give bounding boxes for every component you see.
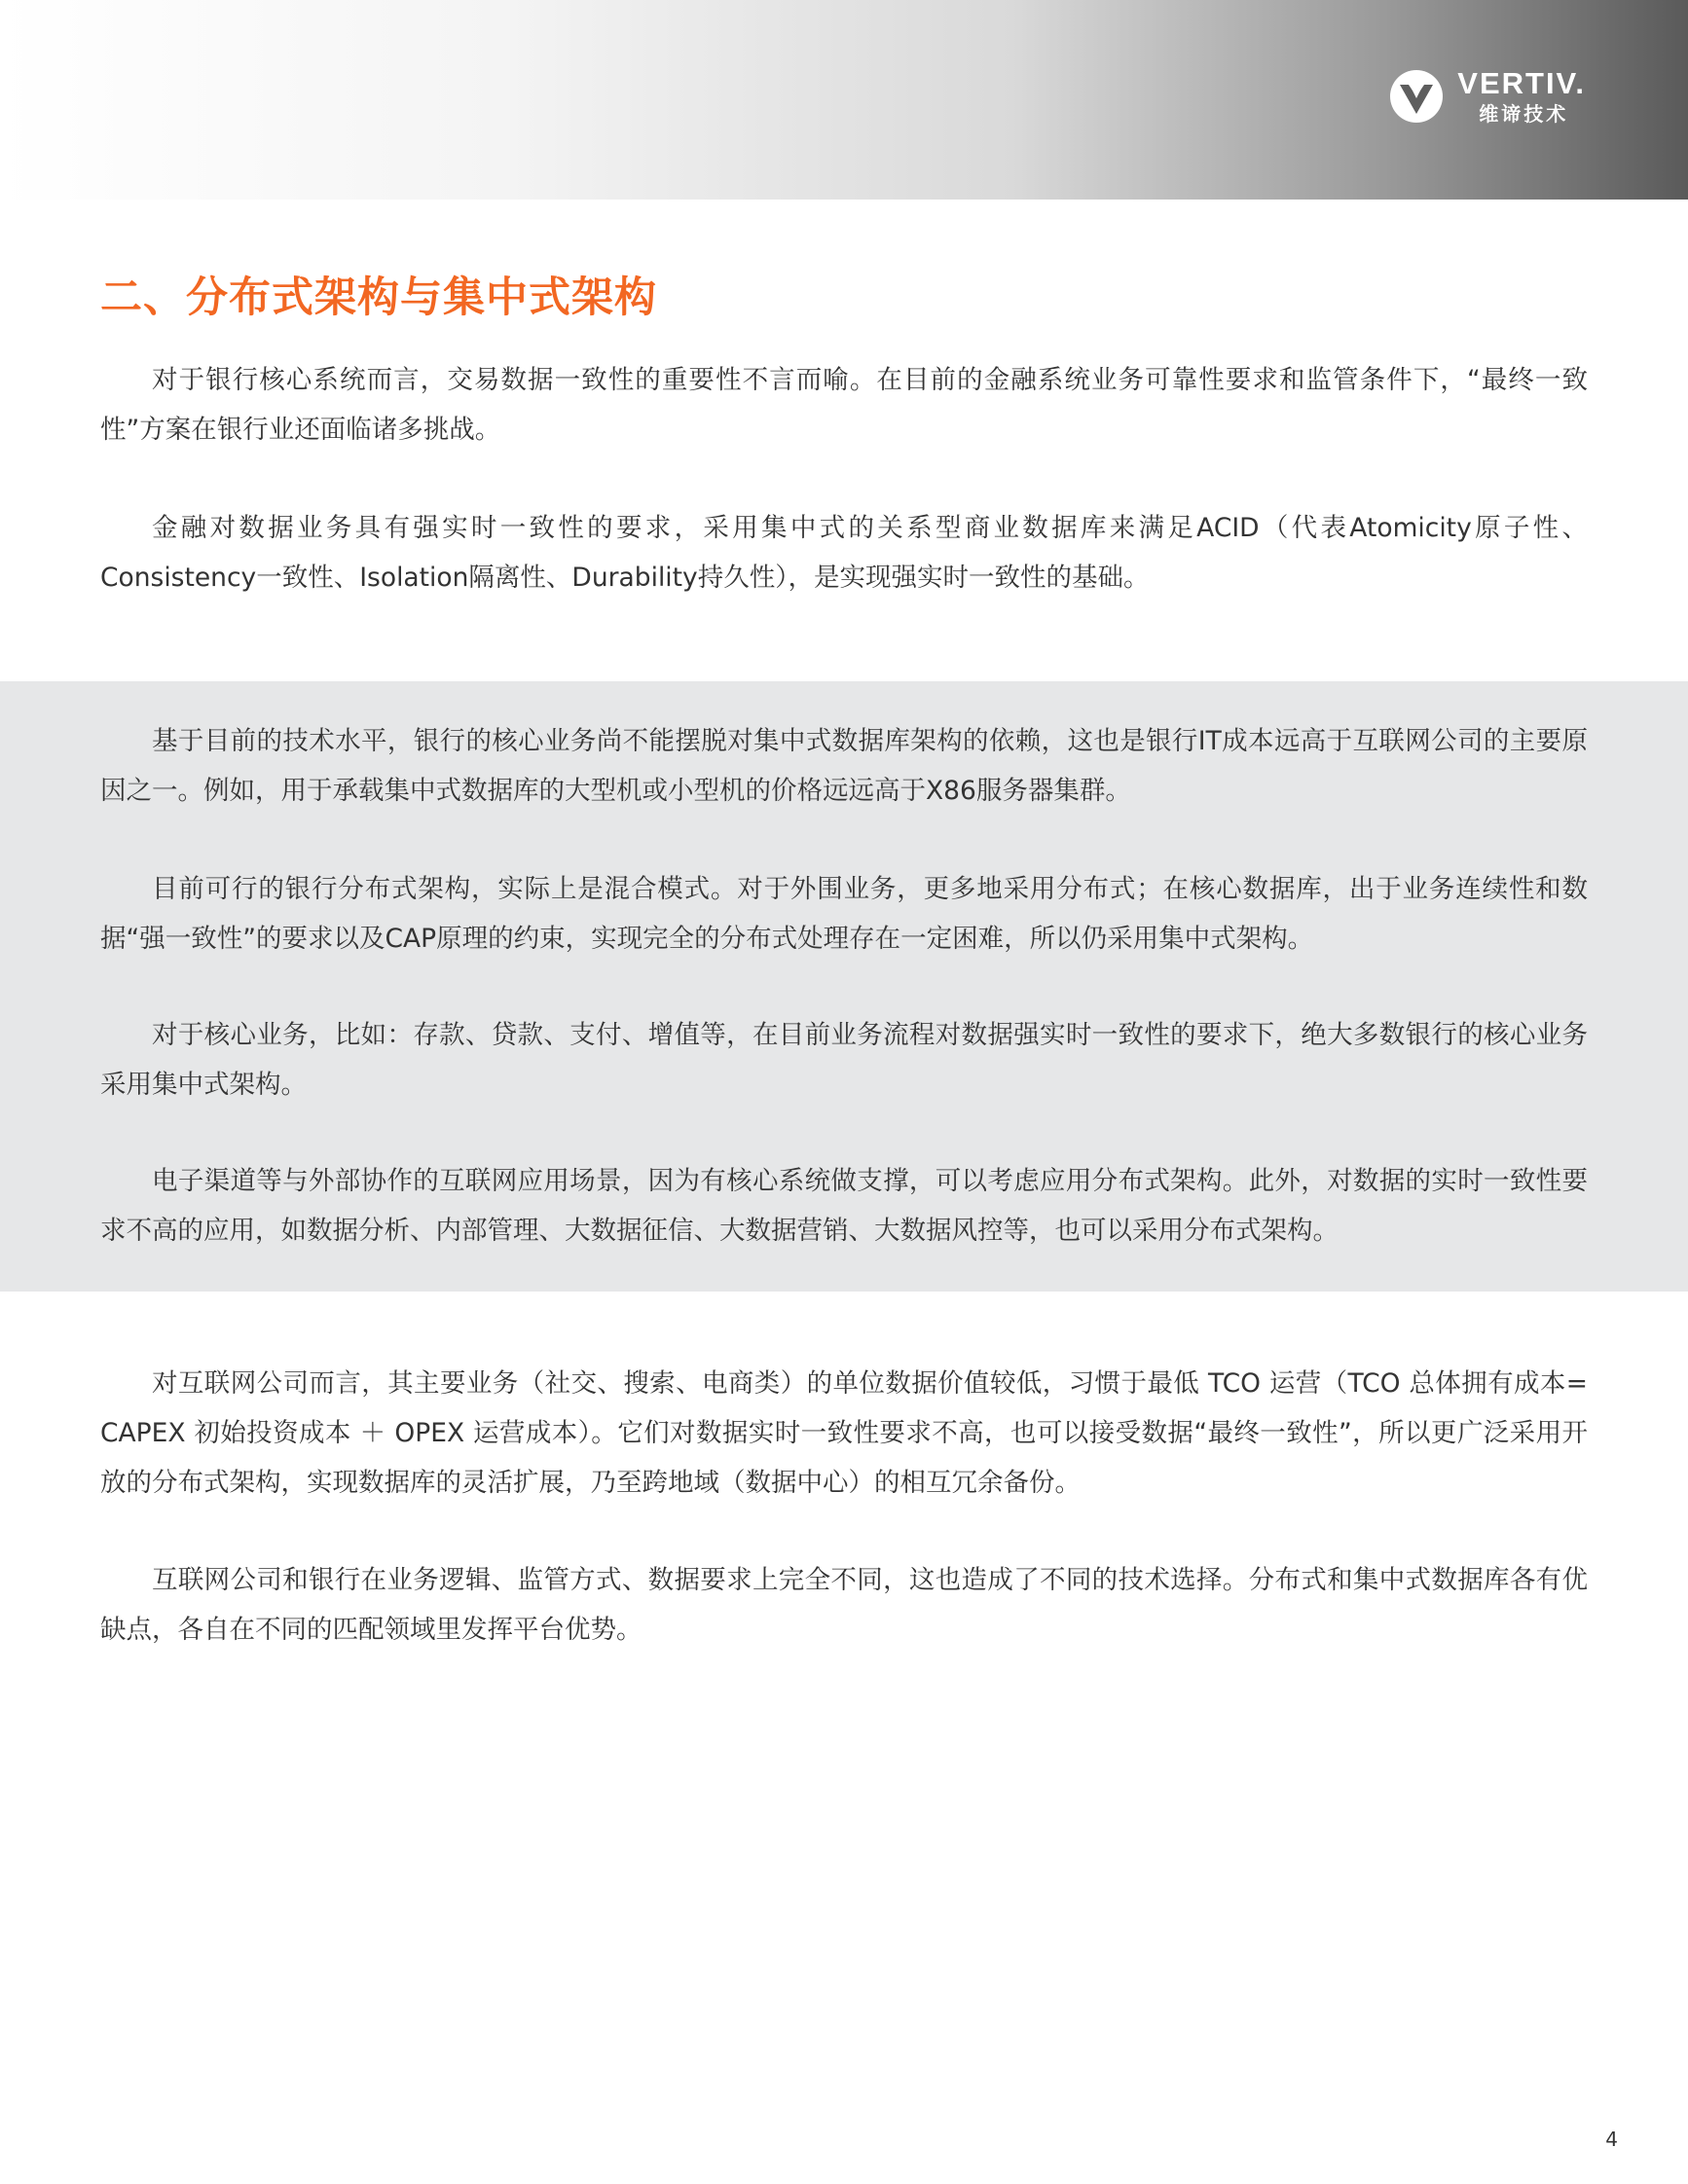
paragraph-comparison: 互联网公司和银行在业务逻辑、监管方式、数据要求上完全不同，这也造成了不同的技术选择。分布式和集中式数据库各有优缺点，各自在不同的匹配领域里发挥平台优势。 <box>100 1565 1588 1645</box>
vertiv-v-mark-icon <box>1389 69 1444 124</box>
page-number: 4 <box>1605 2128 1618 2151</box>
paragraph-centralized-dependency: 基于目前的技术水平，银行的核心业务尚不能摆脱对集中式数据库架构的依赖，这也是银行IT成本远高于互联网公司的主要原因之一。例如，用于承载集中式数据库的大型机或小型机的价格远远高于X86服务器集群。 <box>100 726 1588 806</box>
paragraph-transaction-consistency: 对于银行核心系统而言，交易数据一致性的重要性不言而喻。在目前的金融系统业务可靠性要求和监管条件下，“最终一致性”方案在银行业还面临诸多挑战。 <box>100 365 1588 445</box>
paragraph-acid: 金融对数据业务具有强实时一致性的要求，采用集中式的关系型商业数据库来满足ACID（代表Atomicity原子性、Consistency一致性、Isolation隔离性、Durability持久性），是实现强实时一致性的基础。 <box>100 513 1588 593</box>
section-title: 二、分布式架构与集中式架构 <box>100 273 657 322</box>
logo-chinese-name: 维谛技术 <box>1479 102 1569 126</box>
logo-brand-name: VERTIV. <box>1457 66 1586 100</box>
paragraph-hybrid-mode: 目前可行的银行分布式架构，实际上是混合模式。对于外围业务，更多地采用分布式；在核心数据库，出于业务连续性和数据“强一致性”的要求以及CAP原理的约束，实现完全的分布式处理存在一定困难，所以仍采用集中式架构。 <box>100 874 1588 954</box>
brand-logo <box>1389 68 1586 124</box>
paragraph-electronic-channels: 电子渠道等与外部协作的互联网应用场景，因为有核心系统做支撑，可以考虑应用分布式架构。此外，对数据的实时一致性要求不高的应用，如数据分析、内部管理、大数据征信、大数据营销、大数据风控等，也可以采用分布式架构。 <box>100 1166 1588 1246</box>
logo-text <box>1457 68 1586 124</box>
paragraph-internet-companies: 对互联网公司而言，其主要业务（社交、搜索、电商类）的单位数据价值较低，习惯于最低 TCO 运营（TCO 总体拥有成本= CAPEX 初始投资成本 ＋ OPEX 运营成本）。它们对数据实时一致性要求不高，也可以接受数据“最终一致性”，所以更广泛采用开放的分布式架构，实现数据库的灵活扩展，乃至跨地域（数据中心）的相互冗余备份。 <box>100 1368 1588 1498</box>
paragraph-core-business: 对于核心业务，比如：存款、贷款、支付、增值等，在目前业务流程对数据强实时一致性的要求下，绝大多数银行的核心业务采用集中式架构。 <box>100 1020 1588 1100</box>
